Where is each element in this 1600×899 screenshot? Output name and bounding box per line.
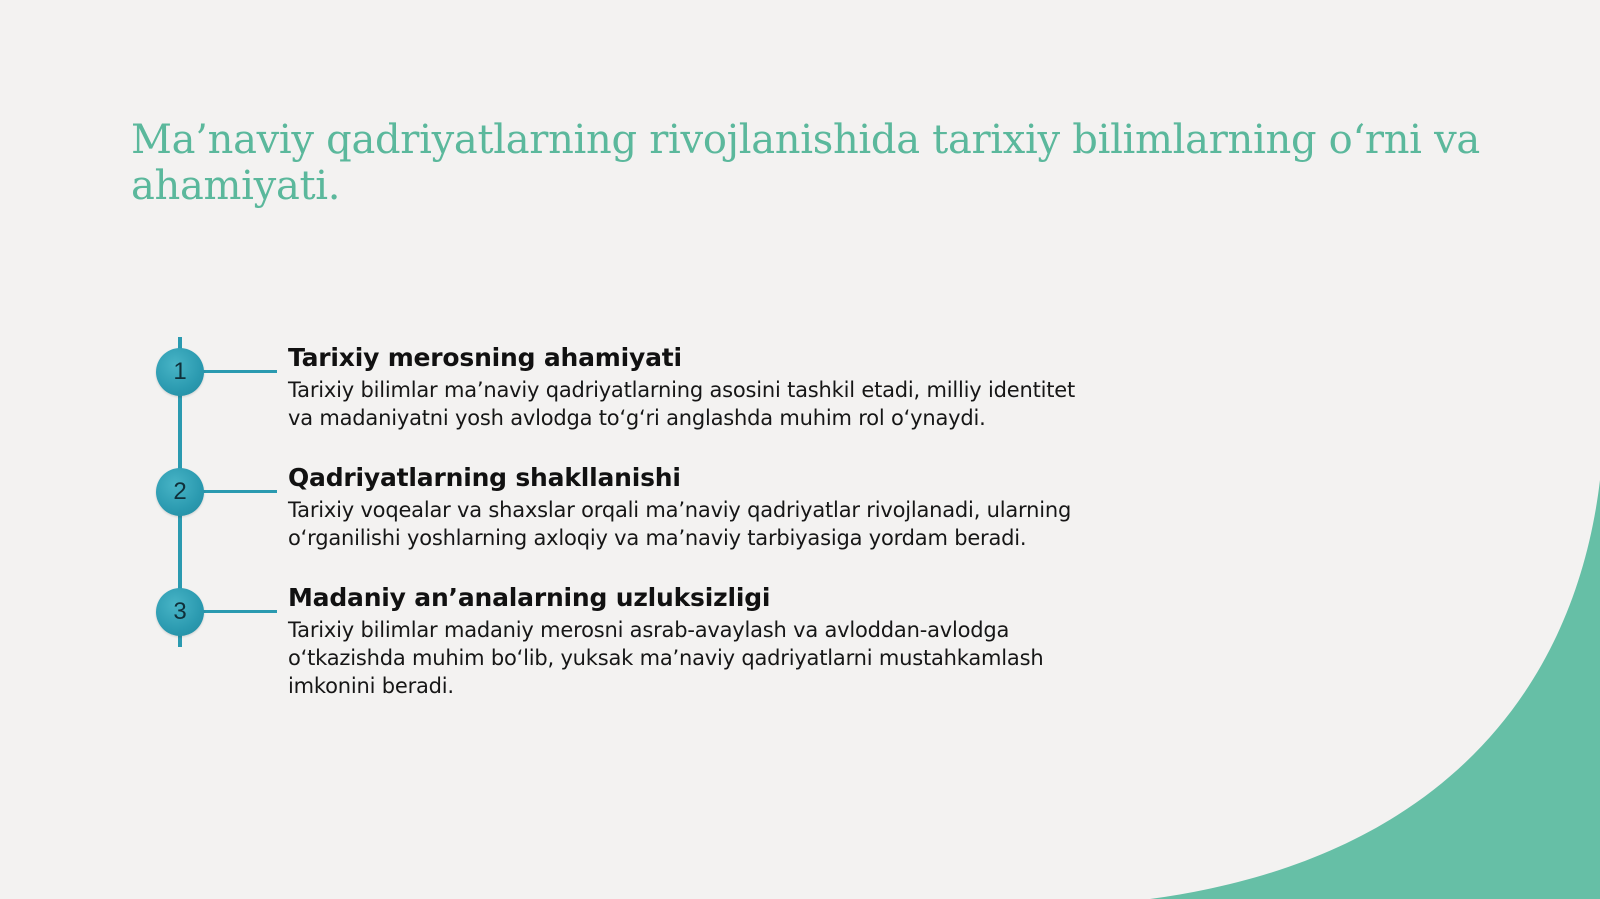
item-heading-1: Tarixiy merosning ahamiyati — [288, 343, 682, 372]
timeline-connector-3 — [200, 610, 277, 613]
item-heading-3: Madaniy an’analarning uzluksizligi — [288, 583, 771, 612]
item-text-3: Tarixiy bilimlar madaniy merosni asrab-avaylash va avloddan-avlodga o‘tkazishda muhim bo‘lib, yuksak ma’naviy qadriyatlarni mustahkamlash imkonini beradi. — [288, 618, 1044, 698]
step-marker-3: 3 — [156, 588, 204, 636]
item-text-1: Tarixiy bilimlar ma’naviy qadriyatlarning asosini tashkil etadi, milliy identitet va madaniyatni yosh avlodga to‘g‘ri anglashda muhim rol o‘ynaydi. — [288, 378, 1076, 430]
timeline-connector-1 — [200, 370, 277, 373]
slide-title: Ma’naviy qadriyatlarning rivojlanishida tarixiy bilimlarning o‘rni va ahamiyati. — [131, 117, 1480, 209]
step-marker-2: 2 — [156, 468, 204, 516]
timeline-connector-2 — [200, 490, 277, 493]
timeline-item-1 — [288, 342, 1088, 432]
item-text-2: Tarixiy voqealar va shaxslar orqali ma’naviy qadriyatlar rivojlanadi, ularning o‘rganilishi yoshlarning axloqiy va ma’naviy tarbiyasiga yordam beradi. — [288, 498, 1072, 550]
item-heading-2: Qadriyatlarning shakllanishi — [288, 463, 681, 492]
timeline-item-3 — [288, 582, 1088, 700]
step-marker-1: 1 — [156, 348, 204, 396]
timeline-item-2 — [288, 462, 1088, 552]
